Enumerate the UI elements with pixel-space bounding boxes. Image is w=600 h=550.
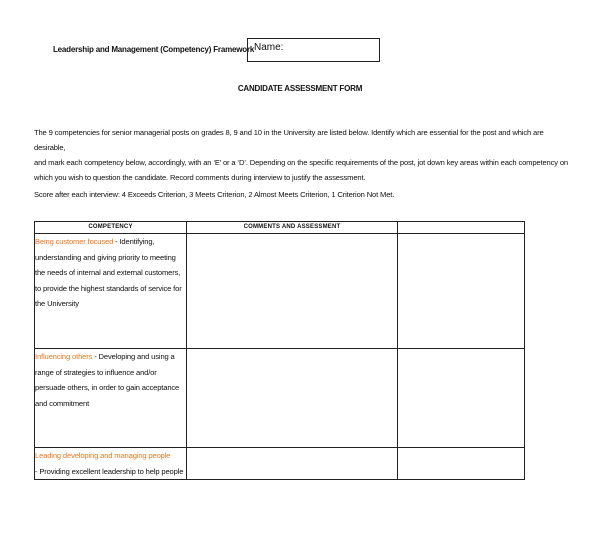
score-criteria: Score after each interview: 4 Exceeds Criterion, 3 Meets Criterion, 2 Almost Meets Criterion, 1 Criterion Not Met.	[34, 190, 395, 199]
table-header-row	[35, 222, 525, 234]
competency-description: - Identifying,	[113, 237, 155, 246]
competency-cell	[35, 448, 187, 480]
competency-description: and commitment	[35, 398, 90, 408]
competency-description: the needs of internal and external customers,	[35, 268, 181, 277]
intro-line: and mark each competency below, accordingly, with an ‘E’ or a ‘D’. Depending on the specific requirements of the post, jot down key areas within each competency on	[34, 158, 568, 167]
score-column-header	[398, 222, 525, 234]
score-cell[interactable]	[398, 234, 525, 349]
competency-name: Influencing others	[35, 352, 93, 361]
competency-description: - Developing and using a	[92, 352, 175, 361]
competency-description: range of strategies to influence and/or	[35, 367, 157, 377]
competency-description: the University	[35, 299, 79, 308]
form-title: CANDIDATE ASSESSMENT FORM	[237, 84, 363, 93]
competency-column-header: COMPETENCY	[35, 222, 187, 234]
table-row	[35, 234, 525, 349]
score-cell[interactable]	[398, 448, 525, 480]
table-row	[35, 349, 525, 448]
intro-line: The 9 competencies for senior managerial posts on grades 8, 9 and 10 in the University are listed below. Identify which are essential for the post and which are desirable,	[34, 128, 544, 152]
name-field-label: Name:	[254, 42, 284, 53]
comments-cell[interactable]	[187, 448, 398, 480]
competency-description: to provide the highest standards of service for	[35, 283, 182, 293]
competency-description: understanding and giving priority to meeting	[35, 252, 176, 262]
intro-line: which you wish to question the candidate. Record comments during interview to justify the assessment.	[34, 173, 366, 182]
comments-cell[interactable]	[187, 349, 398, 448]
competency-cell	[35, 349, 187, 448]
intro-paragraph	[34, 125, 570, 185]
name-field[interactable]	[247, 38, 380, 62]
competency-cell	[35, 234, 187, 349]
score-cell[interactable]	[398, 349, 525, 448]
competency-name: Leading developing and managing people	[35, 451, 171, 460]
table-row	[35, 448, 525, 480]
framework-title: Leadership and Management (Competency) Framework	[53, 45, 255, 54]
assessment-table	[34, 221, 525, 480]
comments-column-header: COMMENTS AND ASSESSMENT	[187, 222, 398, 234]
competency-description: persuade others, in order to gain acceptance	[35, 383, 180, 392]
comments-cell[interactable]	[187, 234, 398, 349]
competency-description: - Providing excellent leadership to help people	[35, 466, 184, 476]
competency-name: Being customer focused	[35, 237, 114, 246]
